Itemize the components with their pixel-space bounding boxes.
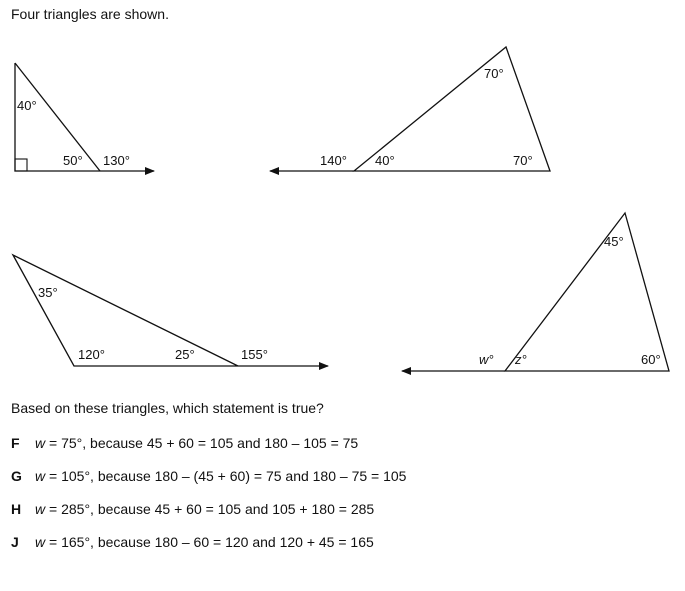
- triangle-3-inner-angle: 25°: [175, 347, 195, 362]
- triangle-3-top-angle: 35°: [38, 285, 58, 300]
- question-text: Based on these triangles, which statement is true?: [11, 400, 324, 416]
- choice-f[interactable]: [11, 435, 358, 451]
- triangle-1: [15, 63, 154, 171]
- choice-letter: H: [11, 501, 22, 517]
- triangle-4-z-angle: z°: [515, 352, 527, 367]
- choice-g[interactable]: [11, 468, 406, 484]
- triangle-4-right-angle: 60°: [641, 352, 661, 367]
- choice-letter: J: [11, 534, 19, 550]
- triangle-4: [402, 213, 669, 371]
- triangle-2: [270, 47, 550, 171]
- triangle-1-inner-angle: 50°: [63, 153, 83, 168]
- choice-variable: w: [35, 534, 46, 550]
- choice-j[interactable]: [11, 534, 374, 550]
- intro-text: Four triangles are shown.: [11, 6, 169, 22]
- triangle-3-exterior-angle: 155°: [241, 347, 268, 362]
- choice-variable: w: [35, 501, 46, 517]
- choice-text: = 165°, because 180 – 60 = 120 and 120 + 45 = 165: [45, 534, 374, 550]
- right-angle-mark: [15, 159, 27, 171]
- triangle-2-top-angle: 70°: [484, 66, 504, 81]
- choice-variable: w: [35, 435, 46, 451]
- triangle-2-inner-angle: 40°: [375, 153, 395, 168]
- triangle-4-w-angle: w°: [479, 352, 494, 367]
- choice-h[interactable]: [11, 501, 374, 517]
- choice-text: = 285°, because 45 + 60 = 105 and 105 + 180 = 285: [45, 501, 375, 517]
- choice-letter: G: [11, 468, 22, 484]
- triangle-2-exterior-angle: 140°: [320, 153, 347, 168]
- choice-letter: F: [11, 435, 20, 451]
- choice-text: = 105°, because 180 – (45 + 60) = 75 and 180 – 75 = 105: [45, 468, 407, 484]
- triangle-3-left-angle: 120°: [78, 347, 105, 362]
- triangle-3: [13, 255, 328, 366]
- triangle-2-right-angle: 70°: [513, 153, 533, 168]
- triangle-1-top-angle: 40°: [17, 98, 37, 113]
- choice-variable: w: [35, 468, 46, 484]
- choice-text: = 75°, because 45 + 60 = 105 and 180 – 105 = 75: [45, 435, 359, 451]
- triangle-4-top-angle: 45°: [604, 234, 624, 249]
- triangle-1-exterior-angle: 130°: [103, 153, 130, 168]
